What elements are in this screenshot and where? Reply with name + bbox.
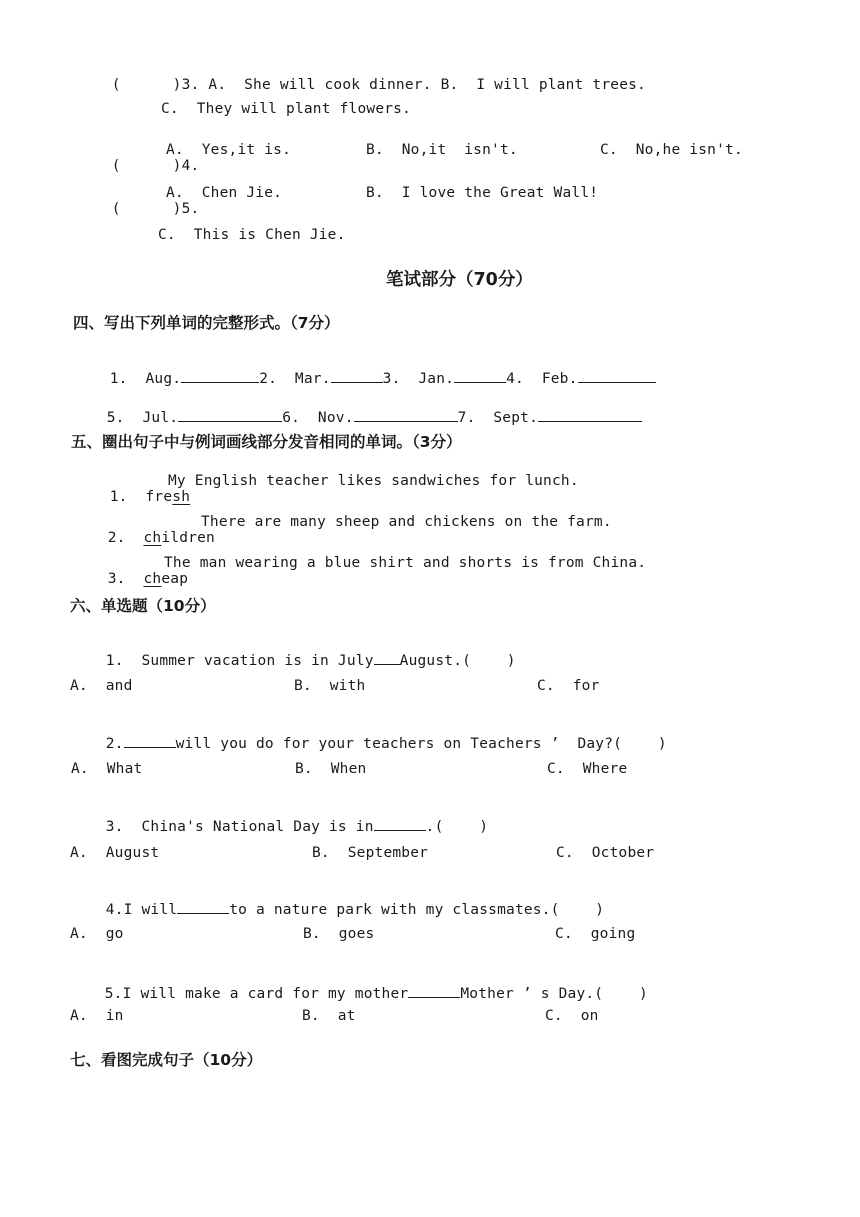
answer-blank[interactable] (538, 409, 642, 422)
abbr-item: 2. Mar. (259, 371, 331, 387)
mcq-4-option-c: C. going (555, 926, 636, 942)
option-b: B. I will plant trees. (440, 77, 646, 93)
example-word-underlined: ch (143, 571, 162, 587)
section5-sentence-3: The man wearing a blue shirt and shorts is from China. (164, 555, 647, 571)
listening-q5-option-a: A. Chen Jie. (166, 185, 283, 201)
mcq-4-option-b: B. goes (303, 926, 375, 942)
section5-heading: 五、圈出句子中与例词画线部分发音相同的单词。（3分） (71, 433, 462, 451)
example-word-pre: fre (145, 489, 173, 505)
mcq-5-option-c: C. on (545, 1008, 599, 1024)
answer-blank[interactable] (331, 370, 383, 383)
mcq-2-option-b: B. When (295, 761, 367, 777)
answer-blank[interactable] (124, 735, 176, 748)
mcq-5-option-b: B. at (302, 1008, 356, 1024)
example-word-post: eap (161, 571, 189, 587)
mcq-2-option-a: A. What (71, 761, 143, 777)
abbr-item: 4. Feb. (506, 371, 578, 387)
section7-heading: 七、看图完成句子（10分） (70, 1051, 263, 1069)
answer-blank[interactable] (374, 652, 400, 665)
answer-blank[interactable] (454, 370, 506, 383)
abbr-item: 5. Jul. (106, 410, 179, 426)
example-word-post: ildren (161, 530, 215, 546)
mcq-2-option-c: C. Where (547, 761, 628, 777)
option-a: A. She will cook dinner. (208, 77, 432, 93)
answer-blank[interactable] (408, 985, 460, 998)
answer-blank[interactable] (374, 818, 426, 831)
mcq-5-option-a: A. in (70, 1008, 124, 1024)
mcq-1-option-c: C. for (537, 678, 600, 694)
item-number: 1. (109, 489, 146, 505)
listening-q5-option-c: C. This is Chen Jie. (158, 227, 346, 243)
mcq-question-3 (70, 802, 488, 851)
item-number: 2. (107, 530, 144, 546)
question-number: )4. (172, 158, 200, 174)
answer-paren: ( (111, 158, 121, 174)
question-number: )3. (172, 77, 200, 93)
section6-heading: 六、单选题（10分） (70, 597, 216, 615)
mcq-3-option-c: C. October (556, 845, 655, 861)
section4-heading: 四、写出下列单词的完整形式。（7分） (73, 314, 340, 332)
mcq-1-option-a: A. and (70, 678, 133, 694)
example-word-underlined: sh (172, 489, 191, 505)
answer-blank[interactable] (181, 370, 259, 383)
answer-paren: ( (111, 201, 121, 217)
mcq-3-option-a: A. August (70, 845, 160, 861)
abbr-item: 7. Sept. (457, 410, 539, 426)
section5-sentence-2: There are many sheep and chickens on the farm. (201, 514, 612, 530)
listening-q3-option-c: C. They will plant flowers. (161, 101, 412, 117)
answer-blank[interactable] (177, 901, 229, 914)
answer-blank[interactable] (578, 370, 656, 383)
question-text: to a nature park with my classmates.( ) (229, 902, 605, 918)
question-text: .( ) (425, 819, 489, 835)
section5-sentence-1: My English teacher likes sandwiches for lunch. (168, 473, 579, 489)
example-word-underlined: ch (143, 530, 162, 546)
mcq-4-option-a: A. go (70, 926, 124, 942)
listening-q4-option-c: C. No,he isn't. (600, 142, 743, 158)
written-section-title: 笔试部分（70分） (386, 270, 533, 290)
question-number: )5. (172, 201, 200, 217)
question-text: Mother ’ s Day.( ) (460, 986, 648, 1002)
abbr-item: 6. Nov. (282, 410, 354, 426)
answer-blank[interactable] (178, 409, 282, 422)
listening-q4-option-a: A. Yes,it is. (166, 142, 292, 158)
answer-blank[interactable] (354, 409, 458, 422)
mcq-question-1 (70, 636, 516, 685)
listening-q5-option-b: B. I love the Great Wall! (366, 185, 599, 201)
question-text: will you do for your teachers on Teachers ’ Day?( ) (175, 736, 667, 752)
answer-paren: ( (111, 77, 121, 93)
question-text: 2. (105, 736, 124, 752)
question-text: 3. China's National Day is in (105, 819, 374, 835)
mcq-1-option-b: B. with (294, 678, 366, 694)
listening-q4-option-b: B. No,it isn't. (366, 142, 518, 158)
abbr-item: 3. Jan. (382, 371, 455, 387)
question-text: 5.I will make a card for my mother (104, 986, 409, 1002)
item-number: 3. (107, 571, 144, 587)
question-text: 4.I will (105, 902, 178, 918)
question-text: 1. Summer vacation is in July (105, 653, 374, 669)
mcq-3-option-b: B. September (312, 845, 429, 861)
abbr-item: 1. Aug. (109, 371, 182, 387)
question-text: August.( ) (399, 653, 516, 669)
